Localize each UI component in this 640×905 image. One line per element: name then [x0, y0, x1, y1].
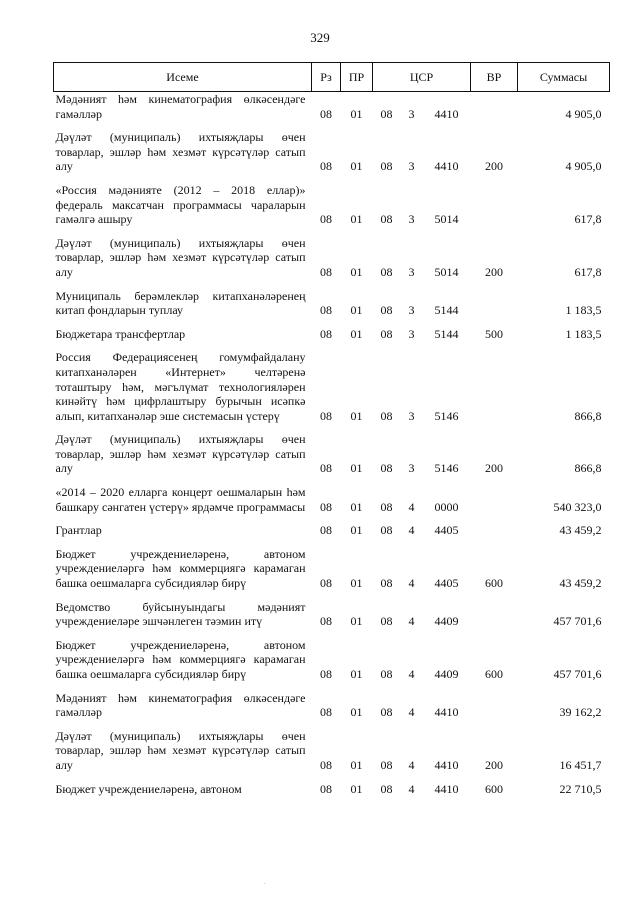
row-rz: 08	[320, 264, 332, 279]
row-csr-part3: 5014	[434, 212, 459, 227]
row-vr	[471, 483, 518, 521]
table-row	[54, 483, 610, 521]
row-csr-part1: 08	[380, 326, 393, 341]
row-csr-part3: 4405	[434, 523, 459, 538]
row-rz: 08	[320, 461, 332, 476]
row-csr-part1: 08	[380, 159, 393, 174]
row-vr	[471, 181, 518, 234]
row-name: Бюджет учреждениеләренә, автоном	[55, 781, 242, 796]
row-rz: 08	[320, 106, 332, 121]
row-csr-part1: 08	[380, 781, 393, 796]
row-csr-part3: 5146	[434, 461, 459, 476]
row-name: Бюджет учреждениеләренә, автоном учреждениеләргә һәм коммерциягә карамаган башка оешмаларга субсидияләр бирү	[55, 546, 306, 591]
row-csr-part1: 08	[380, 757, 393, 772]
row-name: Мәдәният һәм кинематография өлкәсендәге гамәлләр	[55, 690, 306, 720]
row-rz: 08	[320, 408, 332, 423]
row-pr: 01	[350, 461, 363, 476]
table-row	[54, 780, 610, 804]
row-csr-part3: 4410	[434, 106, 459, 121]
row-csr-part1: 08	[380, 408, 393, 423]
row-csr-part3: 5144	[434, 303, 459, 318]
row-vr: 200	[485, 461, 504, 476]
row-csr-part1: 08	[380, 576, 393, 591]
row-name: Дәүләт (муниципаль) ихтыяҗлары өчен товарлар, эшләр һәм хезмәт күрсәтүләр сатып алу	[55, 235, 306, 279]
row-csr-part2: 4	[408, 576, 415, 591]
row-name: Ведомство буйсынуындагы мәдәният учреждениеләре эшчәнлеген тәэмин итү	[55, 599, 306, 629]
row-csr-part3: 5146	[434, 408, 459, 423]
row-sum: 540 323,0	[553, 499, 602, 514]
row-csr-part1: 08	[380, 461, 393, 476]
row-rz: 08	[320, 326, 332, 341]
row-sum: 1 183,5	[565, 326, 602, 341]
row-name: Мәдәният һәм кинематография өлкәсендәге гамәлләр	[55, 92, 306, 121]
row-sum: 1 183,5	[565, 303, 602, 318]
row-pr: 01	[350, 523, 363, 538]
row-csr-part1: 08	[380, 523, 393, 538]
row-pr: 01	[350, 781, 363, 796]
row-rz: 08	[320, 303, 332, 318]
row-csr-part3: 4409	[434, 614, 459, 629]
row-name: Дәүләт (муниципаль) ихтыяҗлары өчен товарлар, эшләр һәм хезмәт күрсәтүләр сатып алу	[55, 728, 306, 772]
row-csr-part2: 4	[408, 499, 415, 514]
row-sum: 43 459,2	[559, 523, 602, 538]
row-csr-part2: 3	[408, 408, 415, 423]
table-row	[54, 727, 610, 780]
row-pr: 01	[350, 499, 363, 514]
row-name: Муниципаль берәмлекләр китапханәләренең китап фондларын туплау	[55, 288, 306, 318]
row-vr: 200	[485, 264, 504, 279]
table-row	[54, 689, 610, 727]
row-pr: 01	[350, 106, 363, 121]
table-row	[54, 348, 610, 430]
header-pr: ПР	[341, 63, 373, 92]
row-name: Россия Федерациясенең гомумфайдалану китапханәләрен «Интернет» челтәренә тоташтыру һәм, мәгълүмат технологияләрен кинәйтү һәм цифрлаштыру бурычын исәпкә алып, китапханәләр эше системасын үстерү	[55, 350, 306, 423]
table-row	[54, 287, 610, 325]
row-name: «Россия мәдәнияте (2012 – 2018 еллар)» федераль максатчан программасы чараларын гамәлгә ашыру	[55, 182, 306, 227]
row-csr-part3: 4410	[434, 757, 459, 772]
row-pr: 01	[350, 159, 363, 174]
row-name: Бюджет учреждениеләренә, автоном учреждениеләргә һәм коммерциягә карамаган башка оешмаларга субсидияләр бирү	[55, 637, 306, 681]
row-vr: 500	[485, 326, 504, 341]
row-csr-part2: 3	[408, 461, 415, 476]
row-csr-part1: 08	[380, 499, 393, 514]
row-name: Дәүләт (муниципаль) ихтыяҗлары өчен товарлар, эшләр һәм хезмәт күрсәтүләр сатып алу	[55, 432, 306, 476]
row-csr-part3: 4409	[434, 667, 459, 681]
row-sum: 866,8	[574, 461, 602, 476]
row-sum: 617,8	[574, 212, 602, 227]
row-vr	[471, 689, 518, 727]
row-csr-part1: 08	[380, 705, 393, 720]
row-csr-part1: 08	[380, 264, 393, 279]
row-rz: 08	[320, 781, 332, 796]
row-vr	[471, 348, 518, 430]
table-row	[54, 325, 610, 349]
row-vr: 200	[485, 757, 504, 772]
row-sum: 457 701,6	[553, 614, 602, 629]
budget-table	[53, 62, 610, 803]
row-name: Грантлар	[55, 523, 102, 538]
row-csr-part3: 4405	[434, 576, 459, 591]
row-rz: 08	[320, 523, 332, 538]
row-pr: 01	[350, 576, 363, 591]
row-csr-part3: 4410	[434, 781, 459, 796]
row-pr: 01	[350, 212, 363, 227]
row-pr: 01	[350, 614, 363, 629]
row-csr-part2: 3	[408, 106, 415, 121]
table-row	[54, 430, 610, 483]
row-vr: 200	[485, 159, 504, 174]
row-vr: 600	[485, 667, 504, 681]
row-sum: 4 905,0	[565, 106, 602, 121]
row-sum: 22 710,5	[559, 781, 602, 796]
table-row	[54, 92, 610, 129]
row-csr-part2: 3	[408, 303, 415, 318]
table-row	[54, 181, 610, 234]
row-pr: 01	[350, 705, 363, 720]
row-csr-part3: 4410	[434, 705, 459, 720]
table-row	[54, 545, 610, 598]
row-csr-part2: 3	[408, 264, 415, 279]
row-rz: 08	[320, 212, 332, 227]
row-csr-part2: 3	[408, 326, 415, 341]
row-csr-part3: 0000	[434, 499, 459, 514]
row-csr-part1: 08	[380, 303, 393, 318]
row-vr	[471, 92, 518, 129]
row-csr-part1: 08	[380, 212, 393, 227]
row-csr-part1: 08	[380, 106, 393, 121]
row-name: Бюджетара трансфертлар	[55, 326, 186, 341]
row-rz: 08	[320, 705, 332, 720]
row-rz: 08	[320, 159, 332, 174]
row-name: Дәүләт (муниципаль) ихтыяҗлары өчен товарлар, эшләр һәм хезмәт күрсәтүләр сатып алу	[55, 130, 306, 174]
row-pr: 01	[350, 757, 363, 772]
row-vr: 600	[485, 576, 504, 591]
row-rz: 08	[320, 576, 332, 591]
page-number: 329	[310, 30, 330, 45]
row-pr: 01	[350, 264, 363, 279]
row-csr-part2: 4	[408, 705, 415, 720]
header-rz: Рз	[312, 63, 341, 92]
row-csr-part3: 5014	[434, 264, 459, 279]
row-vr	[471, 521, 518, 545]
table-header-row	[54, 63, 610, 92]
table-row	[54, 234, 610, 287]
row-pr: 01	[350, 326, 363, 341]
header-sum: Суммасы	[518, 63, 610, 92]
row-csr-part1: 08	[380, 667, 393, 681]
row-csr-part2: 4	[408, 523, 415, 538]
row-pr: 01	[350, 303, 363, 318]
row-csr-part2: 4	[408, 757, 415, 772]
row-sum: 457 701,6	[553, 667, 602, 681]
row-rz: 08	[320, 614, 332, 629]
row-sum: 39 162,2	[559, 705, 602, 720]
table-row	[54, 521, 610, 545]
header-name: Исеме	[54, 63, 312, 92]
row-rz: 08	[320, 667, 332, 681]
row-csr-part2: 3	[408, 212, 415, 227]
row-csr-part2: 4	[408, 781, 415, 796]
row-vr	[471, 287, 518, 325]
row-csr-part3: 5144	[434, 326, 459, 341]
row-csr-part2: 4	[408, 614, 415, 629]
row-csr-part3: 4410	[434, 159, 459, 174]
row-pr: 01	[350, 408, 363, 423]
row-sum: 866,8	[574, 408, 602, 423]
table-row	[54, 128, 610, 181]
row-rz: 08	[320, 757, 332, 772]
row-pr: 01	[350, 667, 363, 681]
row-sum: 4 905,0	[565, 159, 602, 174]
footer-mark: .	[264, 880, 266, 886]
row-sum: 43 459,2	[559, 576, 602, 591]
row-csr-part2: 4	[408, 667, 415, 681]
row-name: «2014 – 2020 елларга концерт оешмаларын һәм башкару сәнгатен үстерү» ярдәмче программасы	[55, 485, 306, 514]
header-csr: ЦСР	[373, 63, 471, 92]
row-sum: 617,8	[574, 264, 602, 279]
row-csr-part1: 08	[380, 614, 393, 629]
table-body	[54, 92, 610, 804]
row-vr	[471, 598, 518, 636]
row-rz: 08	[320, 499, 332, 514]
row-vr: 600	[485, 781, 504, 796]
table-row	[54, 636, 610, 689]
header-vr: ВР	[471, 63, 518, 92]
row-csr-part2: 3	[408, 159, 415, 174]
row-sum: 16 451,7	[559, 757, 602, 772]
table-row	[54, 598, 610, 636]
